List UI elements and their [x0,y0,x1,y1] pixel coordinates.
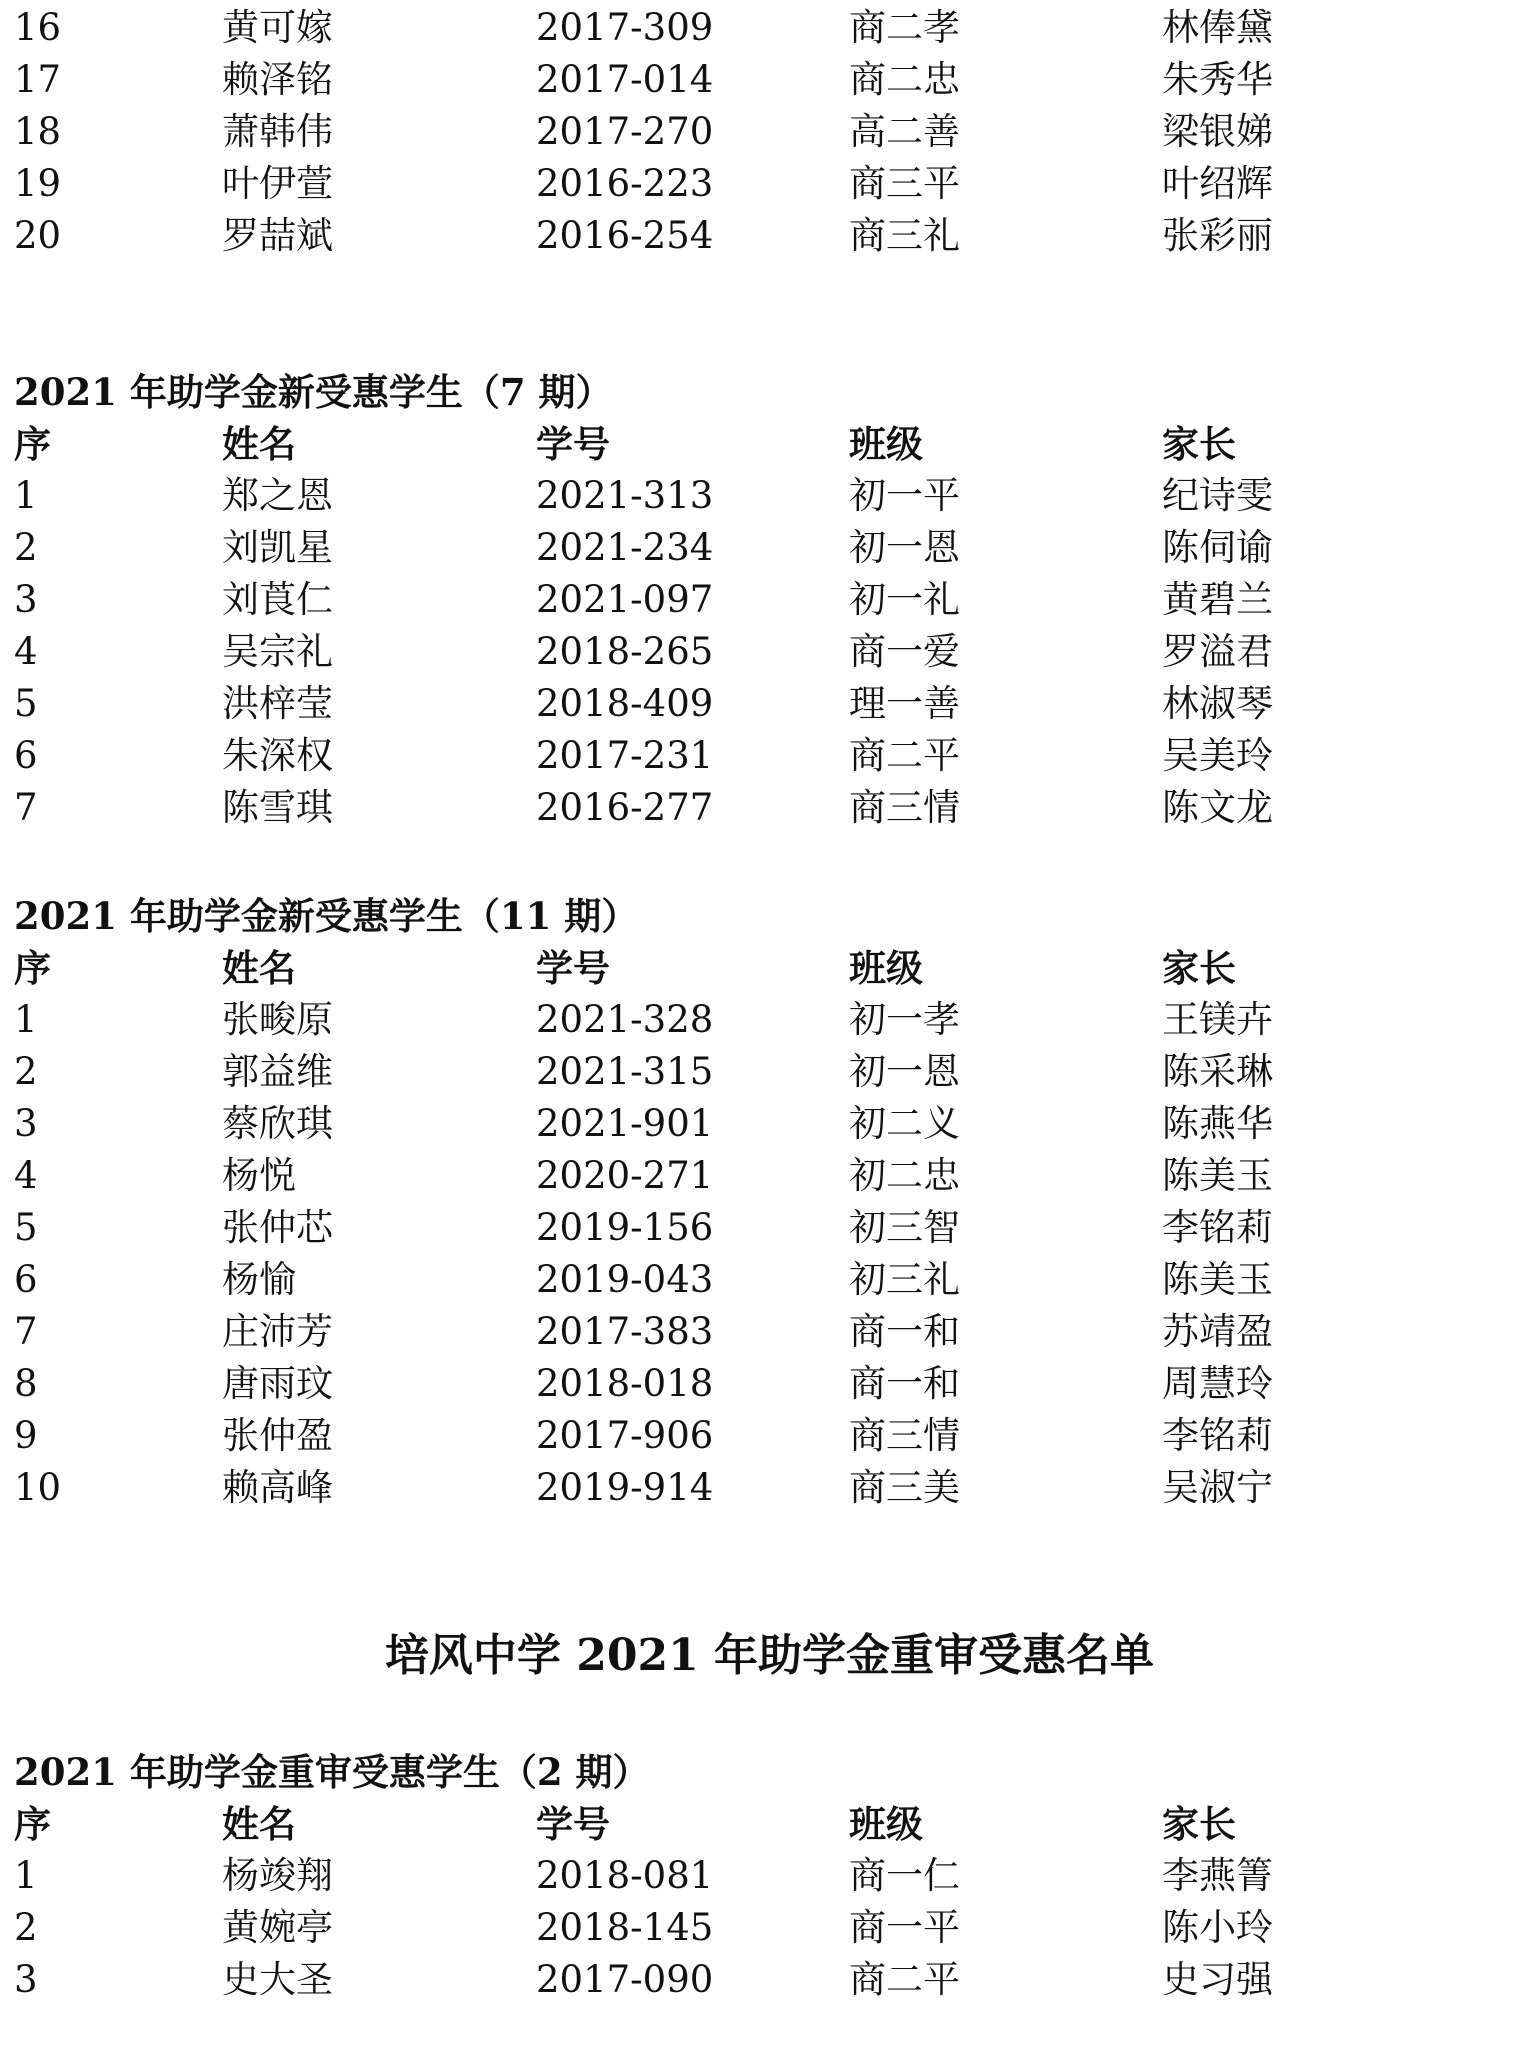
table-row [0,1098,1539,1150]
cell-parent: 陈采琳 [1162,1050,1273,1093]
cell-class: 理一善 [849,682,960,725]
cell-index: 6 [14,1258,38,1301]
cell-index: 18 [14,110,62,153]
cell-student-id: 2018-265 [536,630,714,673]
cell-student-id: 2016-223 [536,162,714,205]
cell-name: 罗喆斌 [222,214,333,257]
header-parent: 家长 [1162,422,1236,466]
header-class: 班级 [849,946,923,990]
cell-class: 商二平 [849,734,960,777]
header-parent: 家长 [1162,1802,1236,1846]
cell-index: 1 [14,1854,38,1897]
cell-index: 3 [14,1102,38,1145]
table-row [0,1358,1539,1410]
table-row [0,210,1539,262]
table-header [0,942,1539,994]
table-row [0,1462,1539,1514]
table-row [0,730,1539,782]
cell-parent: 史习强 [1162,1958,1273,2001]
cell-class: 初三智 [849,1206,960,1249]
cell-parent: 罗溢君 [1162,630,1273,673]
cell-name: 杨愉 [222,1258,296,1301]
cell-name: 庄沛芳 [222,1310,333,1353]
cell-parent: 陈伺谕 [1162,526,1273,569]
cell-index: 10 [14,1466,62,1509]
cell-name: 郭益维 [222,1050,333,1093]
table-row [0,1046,1539,1098]
cell-student-id: 2017-014 [536,58,714,101]
cell-name: 蔡欣琪 [222,1102,333,1145]
cell-name: 叶伊萱 [222,162,333,205]
header-name: 姓名 [222,1802,296,1846]
cell-name: 张畯原 [222,998,333,1041]
cell-name: 刘凯星 [222,526,333,569]
cell-parent: 王镁卉 [1162,998,1273,1041]
section-title-7: 2021 年助学金新受惠学生（7 期） [14,370,613,414]
table-row [0,1254,1539,1306]
cell-name: 吴宗礼 [222,630,333,673]
cell-student-id: 2017-906 [536,1414,714,1457]
cell-name: 郑之恩 [222,474,333,517]
table-row [0,522,1539,574]
cell-index: 7 [14,786,38,829]
table-row [0,54,1539,106]
cell-parent: 纪诗雯 [1162,474,1273,517]
header-index: 序 [14,946,51,990]
table-row [0,1306,1539,1358]
header-name: 姓名 [222,422,296,466]
cell-student-id: 2021-097 [536,578,714,621]
table-header [0,418,1539,470]
table-row [0,1902,1539,1954]
cell-parent: 陈美玉 [1162,1154,1273,1197]
cell-name: 刘莨仁 [222,578,333,621]
cell-parent: 苏靖盈 [1162,1310,1273,1353]
cell-name: 张仲盈 [222,1414,333,1457]
table-row [0,1150,1539,1202]
table-row [0,1954,1539,2006]
cell-index: 5 [14,682,38,725]
cell-name: 唐雨玟 [222,1362,333,1405]
cell-class: 商一和 [849,1362,960,1405]
cell-class: 商二孝 [849,6,960,49]
cell-student-id: 2016-277 [536,786,714,829]
cell-index: 7 [14,1310,38,1353]
header-student-id: 学号 [536,946,610,990]
cell-class: 初二义 [849,1102,960,1145]
table-row [0,782,1539,834]
cell-parent: 陈小玲 [1162,1906,1273,1949]
cell-name: 杨竣翔 [222,1854,333,1897]
cell-parent: 李燕箐 [1162,1854,1273,1897]
cell-index: 19 [14,162,62,205]
cell-parent: 林俸黛 [1162,6,1273,49]
cell-index: 3 [14,578,38,621]
cell-name: 杨悦 [222,1154,296,1197]
table-header [0,1798,1539,1850]
cell-student-id: 2018-409 [536,682,714,725]
cell-name: 史大圣 [222,1958,333,2001]
cell-parent: 李铭莉 [1162,1206,1273,1249]
cell-name: 朱深权 [222,734,333,777]
cell-index: 4 [14,630,38,673]
cell-student-id: 2021-328 [536,998,714,1041]
table-row [0,158,1539,210]
cell-class: 初一礼 [849,578,960,621]
cell-index: 9 [14,1414,38,1457]
cell-index: 1 [14,998,38,1041]
table-row [0,470,1539,522]
cell-index: 20 [14,214,62,257]
cell-class: 商一爱 [849,630,960,673]
cell-parent: 李铭莉 [1162,1414,1273,1457]
cell-student-id: 2021-313 [536,474,714,517]
cell-class: 初二忠 [849,1154,960,1197]
cell-parent: 吴淑宁 [1162,1466,1273,1509]
cell-student-id: 2017-270 [536,110,714,153]
cell-index: 2 [14,1906,38,1949]
cell-student-id: 2021-315 [536,1050,714,1093]
section-title-2: 2021 年助学金重审受惠学生（2 期） [14,1750,650,1794]
header-class: 班级 [849,422,923,466]
cell-student-id: 2018-081 [536,1854,714,1897]
cell-parent: 张彩丽 [1162,214,1273,257]
cell-student-id: 2016-254 [536,214,714,257]
header-student-id: 学号 [536,422,610,466]
table-row [0,1202,1539,1254]
table-row [0,106,1539,158]
cell-class: 商一平 [849,1906,960,1949]
cell-index: 5 [14,1206,38,1249]
cell-index: 8 [14,1362,38,1405]
cell-parent: 朱秀华 [1162,58,1273,101]
cell-parent: 陈美玉 [1162,1258,1273,1301]
cell-class: 初三礼 [849,1258,960,1301]
table-row [0,2,1539,54]
header-index: 序 [14,1802,51,1846]
cell-class: 初一恩 [849,1050,960,1093]
cell-student-id: 2018-145 [536,1906,714,1949]
cell-index: 6 [14,734,38,777]
cell-student-id: 2021-901 [536,1102,714,1145]
cell-student-id: 2017-090 [536,1958,714,2001]
cell-class: 商二平 [849,1958,960,2001]
cell-index: 2 [14,1050,38,1093]
cell-class: 商三美 [849,1466,960,1509]
cell-index: 1 [14,474,38,517]
table-row [0,626,1539,678]
cell-name: 萧韩伟 [222,110,333,153]
table-row [0,678,1539,730]
header-parent: 家长 [1162,946,1236,990]
cell-parent: 林淑琴 [1162,682,1273,725]
cell-student-id: 2019-043 [536,1258,714,1301]
cell-student-id: 2020-271 [536,1154,714,1197]
cell-index: 2 [14,526,38,569]
cell-name: 赖高峰 [222,1466,333,1509]
cell-student-id: 2021-234 [536,526,714,569]
cell-name: 赖泽铭 [222,58,333,101]
cell-student-id: 2018-018 [536,1362,714,1405]
cell-class: 商三平 [849,162,960,205]
cell-name: 黄可嫁 [222,6,333,49]
cell-class: 商一仁 [849,1854,960,1897]
page-title: 培风中学 2021 年助学金重审受惠名单 [384,1630,1155,1681]
cell-parent: 黄碧兰 [1162,578,1273,621]
cell-parent: 叶绍辉 [1162,162,1273,205]
header-class: 班级 [849,1802,923,1846]
header-name: 姓名 [222,946,296,990]
cell-student-id: 2019-914 [536,1466,714,1509]
cell-student-id: 2019-156 [536,1206,714,1249]
cell-name: 黄婉亭 [222,1906,333,1949]
cell-index: 4 [14,1154,38,1197]
table-row [0,1410,1539,1462]
cell-student-id: 2017-383 [536,1310,714,1353]
cell-class: 商三情 [849,786,960,829]
cell-parent: 周慧玲 [1162,1362,1273,1405]
cell-class: 初一孝 [849,998,960,1041]
table-row [0,574,1539,626]
cell-class: 商三情 [849,1414,960,1457]
cell-name: 洪梓莹 [222,682,333,725]
table-row [0,1850,1539,1902]
cell-index: 3 [14,1958,38,2001]
cell-index: 17 [14,58,62,101]
section-title-11: 2021 年助学金新受惠学生（11 期） [14,894,639,938]
cell-parent: 陈文龙 [1162,786,1273,829]
header-student-id: 学号 [536,1802,610,1846]
cell-class: 商一和 [849,1310,960,1353]
cell-name: 张仲芯 [222,1206,333,1249]
cell-class: 商二忠 [849,58,960,101]
cell-name: 陈雪琪 [222,786,333,829]
cell-class: 初一恩 [849,526,960,569]
cell-class: 高二善 [849,110,960,153]
table-row [0,994,1539,1046]
cell-class: 初一平 [849,474,960,517]
cell-student-id: 2017-309 [536,6,714,49]
cell-parent: 吴美玲 [1162,734,1273,777]
cell-index: 16 [14,6,62,49]
header-index: 序 [14,422,51,466]
cell-parent: 梁银娣 [1162,110,1273,153]
cell-parent: 陈燕华 [1162,1102,1273,1145]
cell-student-id: 2017-231 [536,734,714,777]
cell-class: 商三礼 [849,214,960,257]
